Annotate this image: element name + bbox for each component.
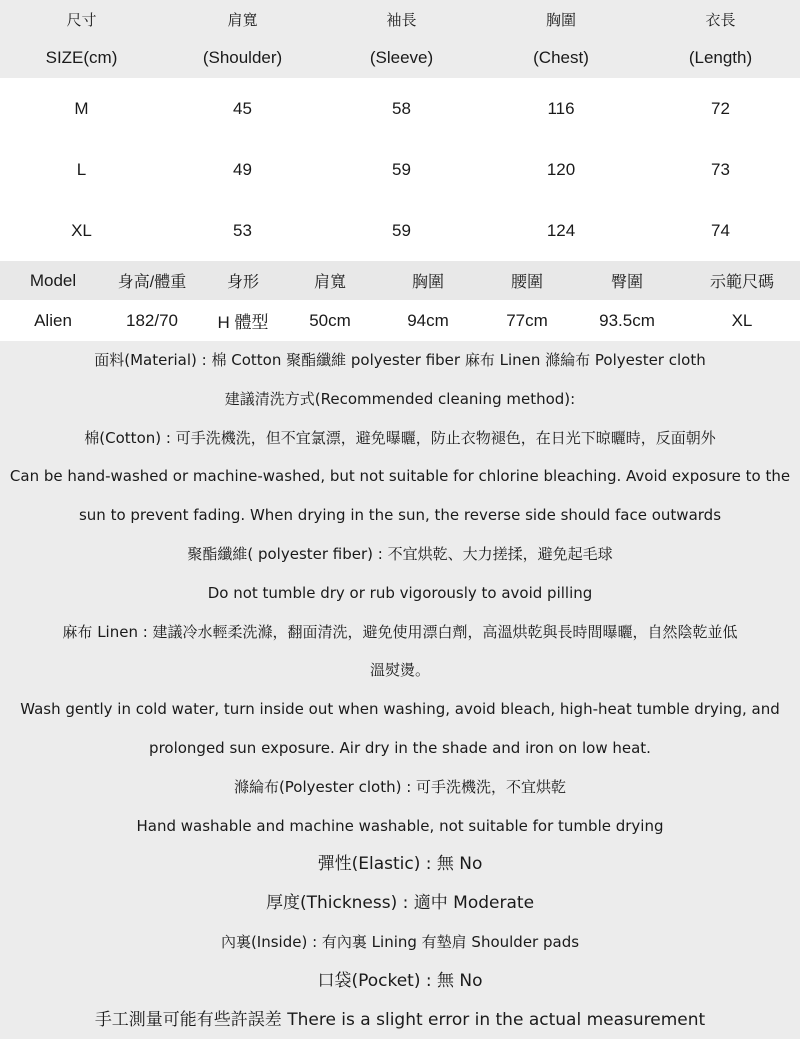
column-en-label: (Length) <box>688 48 753 67</box>
thickness-line: 厚度(Thickness) : 適中 Moderate <box>265 893 535 914</box>
linen-care-en-1: Wash gently in cold water, turn inside out when washing, avoid bleach, high-heat tumble drying, and <box>20 700 780 719</box>
column-en-label: SIZE(cm) <box>45 48 118 67</box>
model-header-body-type: 身形 <box>226 274 259 291</box>
cotton-care-en-2: sun to prevent fading. When drying in the sun, the reverse side should face outwards <box>78 506 722 525</box>
column-size <box>0 0 163 78</box>
model-body-type: H 體型 <box>217 313 269 332</box>
column-en-label: (Chest) <box>533 48 589 67</box>
model-shoulder: 50cm <box>309 310 351 330</box>
material-line: 面料(Material) : 棉 Cotton 聚酯纖維 polyester fiber 麻布 Linen 滌綸布 Polyester cloth <box>94 351 706 369</box>
length-cell: 72 <box>711 98 730 118</box>
length-cell: 73 <box>711 159 730 179</box>
column-zh-label: 胸圍 <box>545 11 576 29</box>
chest-cell: 124 <box>546 220 576 240</box>
model-header-chest: 胸圍 <box>411 274 444 291</box>
model-height-weight: 182/70 <box>126 310 178 330</box>
shoulder-cell: 45 <box>233 98 252 118</box>
model-name: Alien <box>34 310 72 330</box>
care-info-block <box>0 341 800 1039</box>
chest-cell: 116 <box>547 98 575 118</box>
column-en-label: (Sleeve) <box>369 48 434 67</box>
column-chest <box>481 0 641 78</box>
size-cell: L <box>76 159 87 179</box>
sleeve-cell: 58 <box>392 98 411 118</box>
elastic-line: 彈性(Elastic) : 無 No <box>317 854 483 875</box>
polyester-cloth-care-en: Hand washable and machine washable, not suitable for tumble drying <box>136 816 664 835</box>
column-length <box>641 0 800 78</box>
chest-cell: 120 <box>546 159 576 179</box>
cotton-care-zh: 棉(Cotton) : 可手洗機洗，但不宜氯漂，避免曝曬，防止衣物褪色，在日光下晾曬時，反面朝外 <box>84 428 716 447</box>
model-chest: 94cm <box>407 310 449 330</box>
inside-line: 內裏(Inside) : 有內裏 Lining 有墊肩 Shoulder pads <box>220 932 580 951</box>
model-header-hip: 臀圍 <box>610 274 643 291</box>
model-header-waist: 腰圍 <box>510 274 543 291</box>
model-waist: 77cm <box>506 310 548 330</box>
model-header-model: Model <box>29 270 77 290</box>
size-row-m <box>0 78 800 139</box>
size-cell: M <box>74 98 89 118</box>
sleeve-cell: 59 <box>392 159 411 179</box>
size-cell: XL <box>71 220 92 240</box>
linen-care-zh-2: 溫熨燙。 <box>369 661 430 680</box>
size-row-xl <box>0 200 800 261</box>
model-table-header <box>0 261 800 300</box>
column-en-label: (Shoulder) <box>202 48 283 67</box>
model-header-shoulder: 肩寬 <box>313 274 346 291</box>
shoulder-cell: 49 <box>233 159 252 179</box>
model-header-height-weight: 身高/體重 <box>117 274 187 291</box>
column-shoulder <box>163 0 322 78</box>
polyester-cloth-care-zh: 滌綸布(Polyester cloth) : 可手洗機洗，不宜烘乾 <box>233 777 567 796</box>
column-zh-label: 衣長 <box>705 11 736 29</box>
size-table-header <box>0 0 800 78</box>
column-zh-label: 尺寸 <box>66 11 97 29</box>
model-size: XL <box>731 310 753 330</box>
column-zh-label: 肩寬 <box>227 11 258 29</box>
polyester-fiber-care-zh: 聚酯纖維( polyester fiber) : 不宜烘乾、大力搓揉，避免起毛球 <box>187 544 613 563</box>
cleaning-method-heading: 建議清洗方式(Recommended cleaning method): <box>224 389 576 408</box>
cotton-care-en-1: Can be hand-washed or machine-washed, but not suitable for chlorine bleaching. Avoid exposure to the <box>9 467 791 486</box>
size-row-l <box>0 139 800 200</box>
linen-care-en-2: prolonged sun exposure. Air dry in the shade and iron on low heat. <box>149 738 651 757</box>
column-sleeve <box>322 0 481 78</box>
model-header-size: 示範尺碼 <box>709 274 774 291</box>
column-zh-label: 袖長 <box>386 11 417 29</box>
length-cell: 74 <box>711 220 730 240</box>
polyester-fiber-care-en: Do not tumble dry or rub vigorously to avoid pilling <box>207 583 593 602</box>
pocket-line: 口袋(Pocket) : 無 No <box>317 970 483 991</box>
model-hip: 93.5cm <box>599 310 655 330</box>
model-table-row <box>0 300 800 341</box>
sleeve-cell: 59 <box>392 220 411 240</box>
linen-care-zh-1: 麻布 Linen : 建議冷水輕柔洗滌，翻面清洗，避免使用漂白劑，高溫烘乾與長時間曝曬，自然陰乾並低 <box>62 622 738 641</box>
measurement-note: 手工測量可能有些許誤差 There is a slight error in the actual measurement <box>94 1009 706 1030</box>
shoulder-cell: 53 <box>233 220 252 240</box>
